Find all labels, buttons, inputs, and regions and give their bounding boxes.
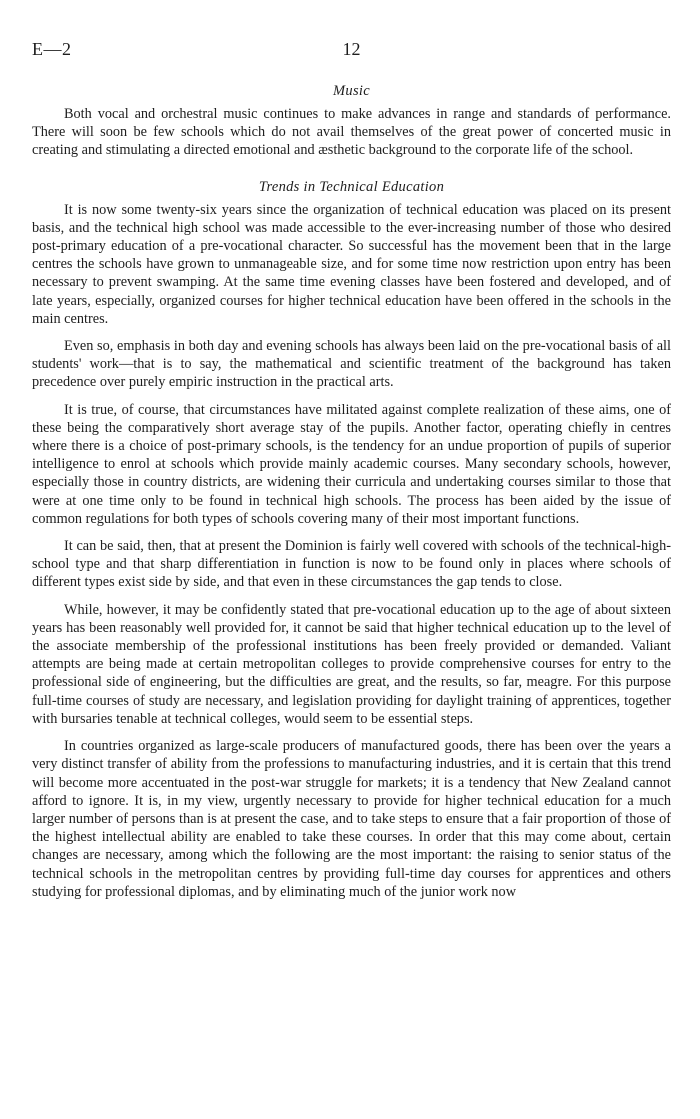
trends-paragraph-1: It is now some twenty-six years since the organization of technical education was placed on its present basis, and the technical high school was made accessible to the ever-increasing number of those who desired post-primary education of a pre-vocational character. So successful has the movement been that in the large centres the schools have grown to unmanageable size, and for some time now restriction upon entry has been necessary to prevent swamping. At the same time evening classes have been fostered and developed, and of late years, especially, organized courses for higher technical education have been offered in the schools in the main centres. xyxy=(32,201,671,327)
section-heading-trends: Trends in Technical Education xyxy=(258,178,445,195)
trends-paragraph-2: Even so, emphasis in both day and evening schools has always been laid on the pre-vocational basis of all students' work—that is to say, the mathematical and scientific treatment of the background has taken precedence over purely empiric instruction in the practical arts. xyxy=(32,338,671,391)
trends-paragraph-3: It is true, of course, that circumstances have militated against complete realization of these aims, one of these being the comparatively short average stay of the pupils. Another factor, operating chiefly in centres where there is a choice of post-primary schools, is the tendency for an undue proportion of pupils of superior intelligence to enrol at schools which provide mainly academic courses. Many secondary schools, however, especially those in country districts, are widening their curricula and undertaking courses similar to those that were at one time only to be found in technical high schools. The process has been aided by the issue of common regulations for both types of schools covering many of their most important functions. xyxy=(32,401,671,527)
page-code: E—2 xyxy=(32,39,72,59)
trends-paragraph-6: In countries organized as large-scale producers of manufactured goods, there has been over the years a very distinct transfer of ability from the professions to manufacturing industries, and it is certain that this trend will become more accentuated in the post-war struggle for markets; it is a tendency that New Zealand cannot afford to ignore. It is, in my view, urgently necessary to provide for higher technical education for a much larger number of persons than is at present the case, and to take steps to ensure that a fair proportion of those of the highest intellectual ability are enabled to take these courses. In order that this may come about, certain changes are necessary, among which the following are the most important: the raising to senior status of the technical schools in the metropolitan centres by providing full-time day courses for apprentices and others studying for professional diplomas, and by eliminating much of the junior work now xyxy=(32,738,671,900)
section-heading-music: Music xyxy=(333,83,370,99)
trends-paragraph-5: While, however, it may be confidently stated that pre-vocational education up to the age of about sixteen years has been reasonably well provided for, it cannot be said that higher technical education up to the level of the associate membership of the professional institutions has been freely provided or demanded. Valiant attempts are being made at certain metropolitan colleges to provide comprehensive courses for entry to the professional side of engineering, but the difficulties are great, and the results, so far, meagre. For this purpose full-time courses of study are necessary, and legislation providing for daylight training of apprentices, together with bursaries tenable at technical colleges, would seem to be essential steps. xyxy=(32,601,671,727)
page-number: 12 xyxy=(342,39,361,59)
music-paragraph-1: Both vocal and orchestral music continues to make advances in range and standards of performance. There will soon be few schools which do not avail themselves of the great power of concerted music in creating and stimulating a directed emotional and æsthetic background to the corporate life of the school. xyxy=(32,106,671,159)
page-body xyxy=(32,82,671,910)
running-head xyxy=(32,40,671,62)
trends-paragraph-4: It can be said, then, that at present the Dominion is fairly well covered with schools of the technical-high-school type and that sharp differentiation in function is now to be found only in places where schools of different types exist side by side, and that even in these circumstances the gap tends to close. xyxy=(32,538,671,591)
